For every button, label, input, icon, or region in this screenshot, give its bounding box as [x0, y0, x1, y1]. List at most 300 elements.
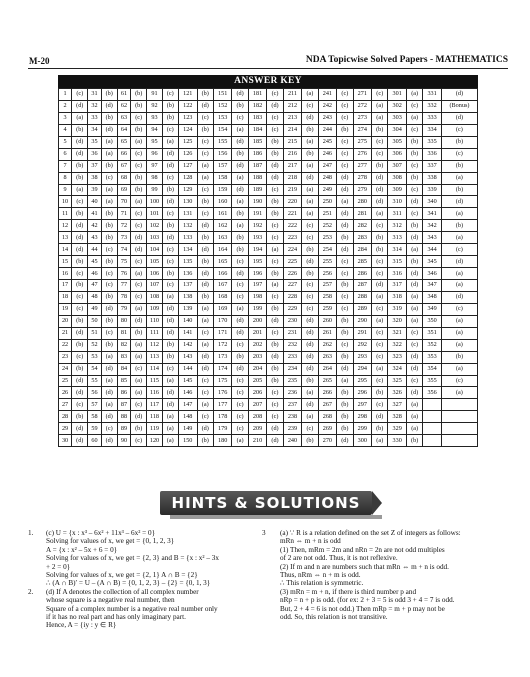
- question-number: 319: [388, 303, 407, 315]
- answer-option: (c): [131, 148, 147, 160]
- answer-option: (b): [101, 256, 117, 268]
- answer-option: (c): [72, 196, 88, 208]
- answer-key-row: [59, 136, 478, 148]
- answer-option: (c): [131, 291, 147, 303]
- question-number: 329: [388, 423, 407, 435]
- question-number: 209: [248, 423, 267, 435]
- answer-option: (c): [441, 148, 477, 160]
- answer-option: (c): [337, 112, 353, 124]
- question-number: 85: [117, 375, 130, 387]
- question-number: 6: [59, 148, 72, 160]
- answer-option: (d): [267, 435, 283, 447]
- answer-option: (b): [101, 232, 117, 244]
- question-number: 91: [147, 89, 162, 101]
- answer-key-row: [59, 411, 478, 423]
- answer-option: (a): [162, 375, 178, 387]
- answer-option: (b): [101, 315, 117, 327]
- answer-option: (c): [337, 136, 353, 148]
- answer-option: (c): [232, 375, 248, 387]
- answer-option: (a): [101, 196, 117, 208]
- answer-option: (c): [267, 387, 283, 399]
- answer-option: (a): [406, 89, 422, 101]
- answer-option: (d): [197, 220, 213, 232]
- question-number: 126: [178, 148, 197, 160]
- question-number: 167: [213, 280, 232, 292]
- answer-option: (b): [162, 112, 178, 124]
- answer-option: (c): [232, 423, 248, 435]
- answer-option: (b): [232, 208, 248, 220]
- question-number: 277: [353, 160, 372, 172]
- question-number: 60: [88, 435, 101, 447]
- question-number: 122: [178, 100, 197, 112]
- question-number: 332: [423, 100, 442, 112]
- question-number: 190: [248, 196, 267, 208]
- answer-option: (b): [72, 363, 88, 375]
- question-number: 66: [117, 148, 130, 160]
- question-number: 193: [248, 232, 267, 244]
- answer-option: (d): [72, 220, 88, 232]
- question-number: 234: [283, 363, 302, 375]
- question-number: 210: [248, 435, 267, 447]
- page-number: M-20: [29, 56, 50, 66]
- answer-option: (c): [101, 280, 117, 292]
- answer-option: (c): [101, 244, 117, 256]
- answer-key-row: [59, 148, 478, 160]
- answer-option: (c): [302, 291, 318, 303]
- answer-key-row: [59, 184, 478, 196]
- answer-option: (c): [372, 89, 388, 101]
- solution-number: 1.: [28, 529, 34, 537]
- answer-option: (c): [406, 327, 422, 339]
- answer-option: (a): [232, 172, 248, 184]
- answer-option: (d): [232, 136, 248, 148]
- answer-option: (b): [197, 124, 213, 136]
- answer-option: (c): [232, 411, 248, 423]
- question-number: 129: [178, 184, 197, 196]
- answer-option: (c): [337, 268, 353, 280]
- answer-option: (d): [441, 256, 477, 268]
- book-title: NDA Topicwise Solved Papers - MATHEMATICS: [305, 55, 508, 65]
- question-number: 165: [213, 256, 232, 268]
- answer-option: (c): [302, 220, 318, 232]
- question-number: 285: [353, 256, 372, 268]
- question-number: 294: [353, 363, 372, 375]
- question-number: 17: [59, 280, 72, 292]
- question-number: 218: [283, 172, 302, 184]
- question-number: 237: [283, 399, 302, 411]
- answer-option: (b): [406, 220, 422, 232]
- question-number: 217: [283, 160, 302, 172]
- question-number: 103: [147, 232, 162, 244]
- answer-option: (c): [101, 172, 117, 184]
- answer-option: (c): [131, 399, 147, 411]
- question-number: 69: [117, 184, 130, 196]
- answer-option: (c): [197, 208, 213, 220]
- question-number: 232: [283, 339, 302, 351]
- question-number: 178: [213, 411, 232, 423]
- answer-option: (c): [406, 208, 422, 220]
- question-number: 149: [178, 423, 197, 435]
- solution-line: But, 2 + 4 = 6 is not odd.) Then mRp = m + p may not be: [280, 604, 445, 613]
- question-number: 307: [388, 160, 407, 172]
- answer-option: (d): [232, 363, 248, 375]
- answer-option: (c): [72, 303, 88, 315]
- answer-option: (c): [197, 136, 213, 148]
- question-number: 108: [147, 291, 162, 303]
- answer-option: (a): [372, 435, 388, 447]
- question-number: 195: [248, 256, 267, 268]
- answer-option: [441, 435, 477, 447]
- answer-option: (d): [72, 136, 88, 148]
- answer-key-row: [59, 89, 478, 101]
- question-number: 38: [88, 172, 101, 184]
- question-number: 117: [147, 399, 162, 411]
- question-number: 265: [318, 375, 337, 387]
- answer-option: (c): [406, 184, 422, 196]
- answer-option: (a): [101, 399, 117, 411]
- answer-option: (d): [441, 112, 477, 124]
- answer-option: (a): [406, 399, 422, 411]
- question-number: 312: [388, 220, 407, 232]
- answer-option: (c): [131, 112, 147, 124]
- answer-option: (c): [267, 256, 283, 268]
- answer-option: (b): [232, 232, 248, 244]
- answer-option: (d): [302, 172, 318, 184]
- answer-key-row: [59, 399, 478, 411]
- question-number: 263: [318, 351, 337, 363]
- question-number: 133: [178, 232, 197, 244]
- answer-option: (c): [372, 136, 388, 148]
- question-number: 227: [283, 280, 302, 292]
- question-number: 154: [213, 124, 232, 136]
- answer-option: (b): [197, 196, 213, 208]
- question-number: 225: [283, 256, 302, 268]
- solution-line: (d) If A denotes the collection of all complex number: [46, 587, 199, 596]
- answer-key-row: [59, 280, 478, 292]
- question-number: 55: [88, 375, 101, 387]
- question-number: 14: [59, 244, 72, 256]
- question-number: 213: [283, 112, 302, 124]
- question-number: 76: [117, 268, 130, 280]
- answer-option: (c): [232, 291, 248, 303]
- question-number: 261: [318, 327, 337, 339]
- question-number: 49: [88, 303, 101, 315]
- answer-option: (c): [197, 411, 213, 423]
- answer-option: (a): [302, 196, 318, 208]
- question-number: 230: [283, 315, 302, 327]
- question-number: 64: [117, 124, 130, 136]
- question-number: 24: [59, 363, 72, 375]
- answer-option: (c): [372, 351, 388, 363]
- question-number: 302: [388, 100, 407, 112]
- question-number: 34: [88, 124, 101, 136]
- answer-option: (c): [232, 339, 248, 351]
- question-number: 70: [117, 196, 130, 208]
- question-number: 330: [388, 435, 407, 447]
- answer-option: (d): [197, 363, 213, 375]
- answer-key-row: [59, 220, 478, 232]
- answer-option: (c): [162, 208, 178, 220]
- question-number: 239: [283, 423, 302, 435]
- question-number: 256: [318, 268, 337, 280]
- answer-option: (a): [101, 136, 117, 148]
- question-number: 120: [147, 435, 162, 447]
- hints-solutions-heading: HINTS & SOLUTIONS: [171, 494, 361, 512]
- answer-option: (a): [101, 351, 117, 363]
- question-number: 84: [117, 363, 130, 375]
- question-number: 245: [318, 136, 337, 148]
- answer-option: (d): [131, 244, 147, 256]
- question-number: 346: [423, 268, 442, 280]
- question-number: 236: [283, 387, 302, 399]
- answer-option: (d): [197, 268, 213, 280]
- answer-option: (c): [197, 148, 213, 160]
- question-number: 59: [88, 423, 101, 435]
- question-number: 345: [423, 256, 442, 268]
- question-number: [423, 435, 442, 447]
- answer-option: (d): [337, 172, 353, 184]
- question-number: 137: [178, 280, 197, 292]
- answer-option: (d): [406, 387, 422, 399]
- question-number: 63: [117, 112, 130, 124]
- answer-option: (c): [197, 184, 213, 196]
- question-number: 20: [59, 315, 72, 327]
- question-number: 83: [117, 351, 130, 363]
- answer-option: (a): [372, 208, 388, 220]
- question-number: 104: [147, 244, 162, 256]
- question-number: 205: [248, 375, 267, 387]
- answer-option: (b): [337, 124, 353, 136]
- answer-option: (a): [441, 172, 477, 184]
- question-number: 313: [388, 232, 407, 244]
- solution-line: odd. So, this relation is not transitive.: [280, 613, 388, 622]
- question-number: 22: [59, 339, 72, 351]
- answer-option: (a): [372, 112, 388, 124]
- answer-option: (b): [232, 244, 248, 256]
- question-number: 81: [117, 327, 130, 339]
- answer-option: (b): [232, 148, 248, 160]
- answer-option: (d): [101, 411, 117, 423]
- solution-number: 2.: [28, 587, 34, 596]
- answer-option: (d): [101, 303, 117, 315]
- answer-option: (d): [302, 339, 318, 351]
- answer-option: (b): [337, 351, 353, 363]
- answer-option: (b): [372, 160, 388, 172]
- answer-option: (b): [197, 291, 213, 303]
- answer-option: (c): [72, 351, 88, 363]
- answer-option: (b): [101, 89, 117, 101]
- answer-option: (c): [162, 363, 178, 375]
- answer-option: (a): [406, 291, 422, 303]
- answer-option: (c): [197, 112, 213, 124]
- answer-option: (d): [101, 435, 117, 447]
- answer-option: (a): [302, 160, 318, 172]
- question-number: 150: [178, 435, 197, 447]
- question-number: 340: [423, 196, 442, 208]
- answer-option: (a): [197, 315, 213, 327]
- answer-option: (a): [197, 339, 213, 351]
- question-number: 229: [283, 303, 302, 315]
- answer-option: (a): [406, 244, 422, 256]
- question-number: 244: [318, 124, 337, 136]
- answer-option: (d): [337, 208, 353, 220]
- question-number: 287: [353, 280, 372, 292]
- question-number: 326: [388, 387, 407, 399]
- question-number: 221: [283, 208, 302, 220]
- answer-option: (a): [267, 280, 283, 292]
- answer-option: (b): [267, 268, 283, 280]
- answer-key-row: [59, 351, 478, 363]
- answer-option: (a): [197, 303, 213, 315]
- answer-option: (c): [267, 112, 283, 124]
- answer-option: (c): [101, 268, 117, 280]
- answer-option: (Bonus): [441, 100, 477, 112]
- answer-option: (b): [441, 184, 477, 196]
- question-number: 323: [388, 351, 407, 363]
- question-number: 201: [248, 327, 267, 339]
- answer-option: (b): [406, 172, 422, 184]
- question-number: 247: [318, 160, 337, 172]
- question-number: 144: [178, 363, 197, 375]
- answer-option: (d): [232, 89, 248, 101]
- answer-option: (c): [302, 280, 318, 292]
- answer-key-row: [59, 315, 478, 327]
- question-number: 43: [88, 232, 101, 244]
- answer-option: (c): [267, 232, 283, 244]
- answer-option: (a): [232, 303, 248, 315]
- answer-option: (a): [131, 387, 147, 399]
- question-number: 183: [248, 112, 267, 124]
- answer-option: (b): [406, 256, 422, 268]
- answer-option: (d): [302, 351, 318, 363]
- question-number: 4: [59, 124, 72, 136]
- solution-item: [262, 529, 508, 621]
- question-number: 278: [353, 172, 372, 184]
- question-number: 222: [283, 220, 302, 232]
- answer-key-row: [59, 375, 478, 387]
- question-number: 238: [283, 411, 302, 423]
- question-number: 181: [248, 89, 267, 101]
- question-number: 80: [117, 315, 130, 327]
- answer-option: (c): [72, 291, 88, 303]
- answer-option: (d): [162, 148, 178, 160]
- question-number: 147: [178, 399, 197, 411]
- answer-option: (c): [131, 256, 147, 268]
- answer-option: (c): [372, 327, 388, 339]
- question-number: 196: [248, 268, 267, 280]
- answer-option: (b): [72, 208, 88, 220]
- question-number: 184: [248, 124, 267, 136]
- answer-option: (a): [162, 423, 178, 435]
- answer-key-row: [59, 160, 478, 172]
- answer-option: (b): [302, 375, 318, 387]
- question-number: 176: [213, 387, 232, 399]
- question-number: 350: [423, 315, 442, 327]
- answer-option: (d): [197, 280, 213, 292]
- question-number: 341: [423, 208, 442, 220]
- answer-option: (b): [267, 208, 283, 220]
- question-number: 106: [147, 268, 162, 280]
- question-number: 112: [147, 339, 162, 351]
- question-number: 295: [353, 375, 372, 387]
- answer-option: (b): [101, 339, 117, 351]
- solution-line: (2) If m and n are numbers such that mRn ⇔ m + n is odd.: [280, 562, 449, 571]
- answer-option: (a): [302, 208, 318, 220]
- answer-option: (b): [197, 256, 213, 268]
- answer-option: (b): [337, 411, 353, 423]
- question-number: 33: [88, 112, 101, 124]
- question-number: 211: [283, 89, 302, 101]
- question-number: 309: [388, 184, 407, 196]
- answer-option: (c): [232, 387, 248, 399]
- question-number: 132: [178, 220, 197, 232]
- answer-option: (b): [302, 244, 318, 256]
- question-number: 68: [117, 172, 130, 184]
- question-number: 93: [147, 112, 162, 124]
- answer-option: (c): [232, 112, 248, 124]
- question-number: 327: [388, 399, 407, 411]
- question-number: 94: [147, 124, 162, 136]
- answer-option: (c): [337, 339, 353, 351]
- answer-key-row: [59, 256, 478, 268]
- question-number: 189: [248, 184, 267, 196]
- answer-option: (c): [372, 399, 388, 411]
- answer-option: (a): [441, 280, 477, 292]
- answer-option: (a): [197, 172, 213, 184]
- solutions-left-column: [28, 529, 256, 630]
- question-number: 199: [248, 303, 267, 315]
- answer-option: (d): [72, 148, 88, 160]
- answer-option: (c): [267, 291, 283, 303]
- answer-option: (c): [162, 256, 178, 268]
- answer-option: (c): [441, 375, 477, 387]
- question-number: 339: [423, 184, 442, 196]
- answer-key-row: [59, 339, 478, 351]
- answer-option: (c): [406, 160, 422, 172]
- question-number: 212: [283, 100, 302, 112]
- question-number: 45: [88, 256, 101, 268]
- answer-option: (b): [101, 291, 117, 303]
- answer-option: (c): [131, 160, 147, 172]
- solutions-right-column: [262, 529, 508, 621]
- answer-option: (d): [131, 315, 147, 327]
- answer-option: (a): [131, 136, 147, 148]
- question-number: 53: [88, 351, 101, 363]
- answer-option: (a): [162, 411, 178, 423]
- answer-option: (a): [406, 112, 422, 124]
- question-number: 280: [353, 196, 372, 208]
- answer-option: (c): [162, 244, 178, 256]
- answer-key-row: [59, 232, 478, 244]
- question-number: 58: [88, 411, 101, 423]
- question-number: 18: [59, 291, 72, 303]
- question-number: 40: [88, 196, 101, 208]
- question-number: 52: [88, 339, 101, 351]
- answer-option: (d): [162, 399, 178, 411]
- question-number: 306: [388, 148, 407, 160]
- question-number: 334: [423, 124, 442, 136]
- question-number: 30: [59, 435, 72, 447]
- answer-option: (d): [162, 196, 178, 208]
- question-number: 19: [59, 303, 72, 315]
- question-number: 101: [147, 208, 162, 220]
- question-number: 86: [117, 387, 130, 399]
- question-number: 215: [283, 136, 302, 148]
- answer-option: (b): [337, 315, 353, 327]
- question-number: 248: [318, 172, 337, 184]
- answer-option: (d): [232, 315, 248, 327]
- question-number: 171: [213, 327, 232, 339]
